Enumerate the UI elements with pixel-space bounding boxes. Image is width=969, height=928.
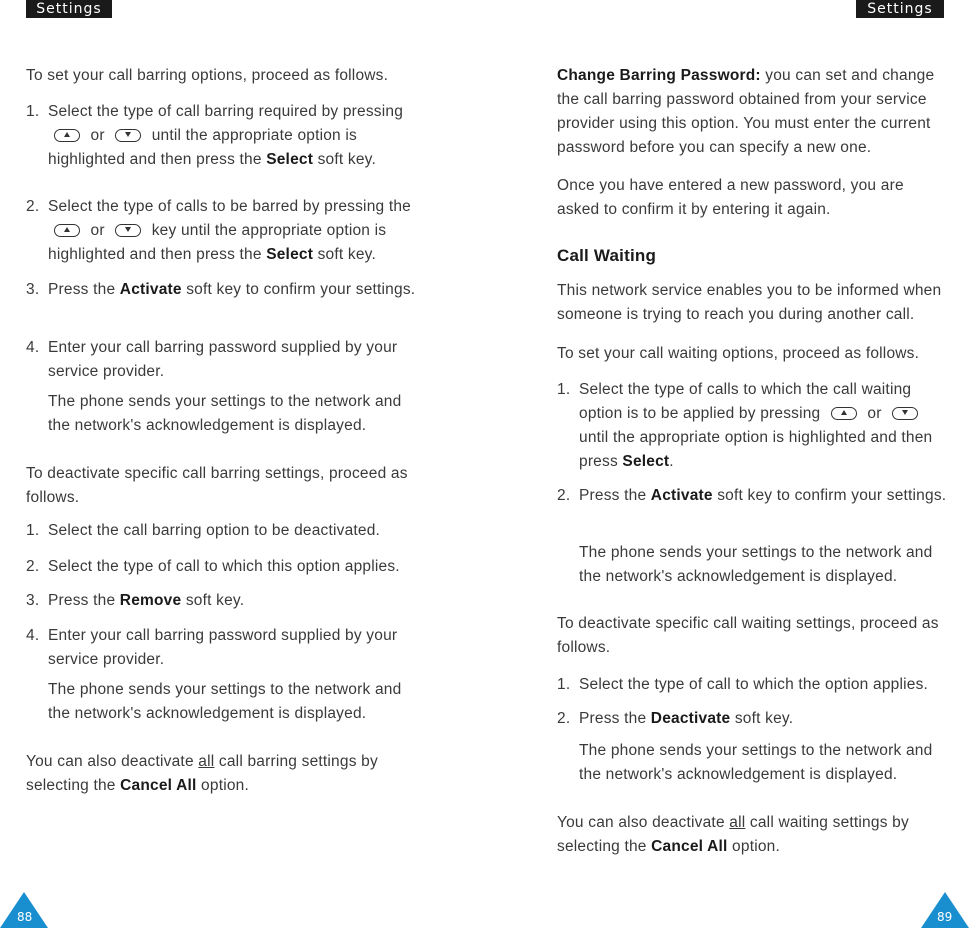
down-key-icon [115, 129, 141, 142]
barring-remove-step-3: 3. Press the Remove soft key. [26, 592, 245, 609]
call-waiting-desc: This network service enables you to be informed when someone is trying to reach you during another call. [557, 282, 942, 323]
call-waiting-heading: Call Waiting [557, 246, 657, 265]
waiting-step-1: 1. Select the type of calls to which the call waiting option is to be applied by pressing or until the appropriate option is highlighted and then press Select. [557, 381, 933, 470]
header-tab-right: Settings [856, 0, 944, 18]
page-number-right: 89 [937, 910, 953, 924]
barring-deactivate-intro: To deactivate specific call barring settings, proceed as follows. [26, 465, 408, 506]
up-key-icon [831, 407, 857, 420]
barring-step-4-note: The phone sends your settings to the network and the network's acknowledgement is displayed. [48, 393, 402, 434]
barring-step-2: 2. Select the type of calls to be barred by pressing the or key until the appropriate option is highlighted and then press the Select soft key. [26, 198, 411, 263]
barring-intro: To set your call barring options, proceed as follows. [26, 67, 389, 84]
down-key-icon [892, 407, 918, 420]
up-key-icon [54, 224, 80, 237]
barring-outro: You can also deactivate all call barring settings by selecting the Cancel All option. [26, 753, 378, 794]
waiting-deactivate-intro: To deactivate specific call waiting settings, proceed as follows. [557, 615, 939, 656]
waiting-step-2-note: The phone sends your settings to the network and the network's acknowledgement is displayed. [579, 544, 933, 585]
barring-remove-step-4: 4. Enter your call barring password supplied by your service provider. [26, 627, 398, 668]
barring-remove-step-4-note: The phone sends your settings to the network and the network's acknowledgement is displayed. [48, 681, 402, 722]
page-number-left: 88 [17, 910, 33, 924]
waiting-step-2: 2. Press the Activate soft key to confirm your settings. [557, 487, 947, 504]
waiting-remove-step-2: 2. Press the Deactivate soft key. [557, 710, 794, 727]
call-waiting-intro: To set your call waiting options, proceed as follows. [557, 345, 920, 362]
header-tab-left: Settings [26, 0, 112, 18]
waiting-remove-step-1: 1. Select the type of call to which the option applies. [557, 676, 929, 693]
barring-step-4: 4. Enter your call barring password supplied by your service provider. [26, 339, 398, 380]
barring-remove-step-1: 1. Select the call barring option to be deactivated. [26, 522, 381, 539]
waiting-outro: You can also deactivate all call waiting settings by selecting the Cancel All option. [557, 814, 909, 855]
barring-remove-step-2: 2. Select the type of call to which this option applies. [26, 558, 400, 575]
barring-step-1: 1. Select the type of call barring required by pressing or until the appropriate option is highlighted and then press the Select soft key. [26, 103, 404, 168]
barring-step-3: 3. Press the Activate soft key to confirm your settings. [26, 281, 416, 298]
down-key-icon [115, 224, 141, 237]
confirm-password-text: Once you have entered a new password, you are asked to confirm it by entering it again. [557, 177, 904, 218]
change-password-text: Change Barring Password: you can set and change the call barring password obtained from your service provider using this option. You must enter the current password before you can specify a new one. [557, 67, 935, 156]
waiting-remove-step-2-note: The phone sends your settings to the network and the network's acknowledgement is displayed. [579, 742, 933, 783]
up-key-icon [54, 129, 80, 142]
